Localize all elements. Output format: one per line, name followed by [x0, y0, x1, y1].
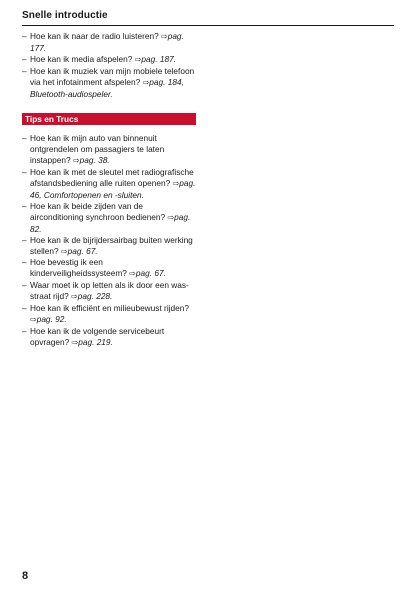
list-item — [22, 66, 196, 100]
question-text: Hoe kan ik mijn auto van binnenuit ontgrendelen om passagiers te laten instappen? — [30, 133, 165, 166]
page-ref-link[interactable]: pag. 82. — [30, 211, 191, 234]
question-text: Hoe kan ik de volgende servicebeurt opvragen? — [30, 325, 165, 347]
page-number: 8 — [22, 570, 29, 582]
list-item — [22, 31, 196, 54]
question-list-general — [22, 31, 196, 99]
arrow-right-icon: ⇨ — [129, 269, 136, 279]
dash-bullet: – — [22, 53, 27, 64]
dash-bullet: – — [22, 133, 27, 144]
arrow-right-icon: ⇨ — [71, 337, 79, 347]
list-item — [22, 133, 196, 167]
tips-section-heading: Tips en Trucs — [22, 113, 196, 125]
arrow-right-icon: ⇨ — [72, 156, 80, 166]
page-ref-link[interactable]: pag. 92. — [36, 313, 67, 324]
dash-bullet: – — [22, 200, 27, 211]
page-ref-link[interactable]: pag. 184, — [149, 76, 184, 87]
arrow-right-icon: ⇨ — [172, 179, 180, 189]
question-text: Waar moet ik op letten als ik door een wasstraat rijd? — [30, 280, 189, 302]
page-ref-link[interactable]: pag. 67. — [67, 245, 98, 256]
list-item — [22, 167, 196, 201]
list-item — [22, 201, 196, 235]
arrow-right-icon: ⇨ — [30, 314, 37, 324]
dash-bullet: – — [22, 31, 27, 41]
arrow-right-icon: ⇨ — [134, 54, 142, 64]
dash-bullet: – — [22, 303, 27, 314]
page-ref-link[interactable]: pag. 187. — [141, 53, 177, 64]
question-text: Hoe kan ik beide zijden van de airconditioning synchroon bedienen? — [30, 200, 166, 222]
arrow-right-icon: ⇨ — [71, 292, 78, 302]
section-ref-text: Comfortopenen en -sluiten. — [43, 189, 144, 200]
dash-bullet: – — [22, 167, 27, 178]
list-item — [22, 326, 196, 349]
page-header-title: Snelle introductie — [22, 10, 108, 21]
question-text: Hoe kan ik met de sleutel met radiografische afstandsbediening alle ruiten openen? — [30, 167, 194, 189]
dash-bullet: – — [22, 325, 27, 336]
arrow-right-icon: ⇨ — [167, 212, 175, 222]
list-item — [22, 54, 196, 66]
list-item — [22, 235, 196, 258]
question-text: Hoe bevestig ik een kinderveiligheidssysteem? — [30, 257, 127, 279]
content-column — [22, 31, 196, 349]
dash-bullet: – — [22, 65, 27, 76]
question-text: Hoe kan ik media afspelen? — [30, 53, 133, 64]
dash-bullet: – — [22, 257, 27, 268]
page-ref-link[interactable]: pag. 38. — [79, 155, 110, 166]
page-ref-link[interactable]: pag. 46, — [30, 178, 196, 200]
list-item — [22, 280, 196, 303]
question-text: Hoe kan ik efficiënt en milieubewust rijden? — [30, 303, 189, 314]
list-item — [22, 257, 196, 280]
page-ref-link[interactable]: pag. 177. — [30, 31, 184, 53]
arrow-right-icon: ⇨ — [161, 32, 168, 41]
header-rule — [22, 25, 394, 26]
dash-bullet: – — [22, 234, 27, 245]
section-ref-text: Bluetooth-audiospeler. — [30, 88, 113, 99]
question-text: Hoe kan ik muziek van mijn mobiele telefoon via het infotainment afspelen? — [30, 65, 195, 87]
question-text: Hoe kan ik de bijrijdersairbag buiten werking stellen? — [30, 234, 193, 256]
arrow-right-icon: ⇨ — [142, 77, 150, 87]
page-ref-link[interactable]: pag. 219. — [78, 336, 113, 347]
question-text: Hoe kan ik naar de radio luisteren? — [30, 31, 159, 41]
arrow-right-icon: ⇨ — [60, 246, 68, 256]
question-list-tips — [22, 133, 196, 348]
dash-bullet: – — [22, 280, 27, 291]
page-ref-link[interactable]: pag. 67. — [135, 268, 166, 279]
list-item — [22, 303, 196, 326]
page-ref-link[interactable]: pag. 228. — [77, 291, 113, 302]
